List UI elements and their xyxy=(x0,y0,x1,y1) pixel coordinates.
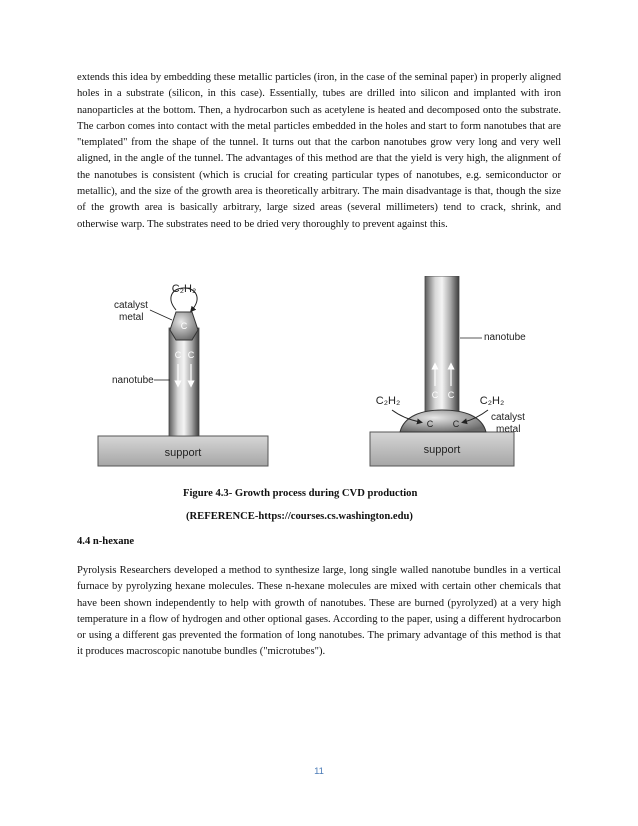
left-tip-growth-diagram xyxy=(98,283,268,466)
body-paragraph-hexane: Pyrolysis Researchers developed a method to synthesize large, long single walled nanotube bundles in a vertical furnace by pyrolyzing hexane molecules. These n-hexane molecules are mixed with certain other chemicals that have been shown independently to help with growth of nanotubes. These are burned (pyrolyzed) at a very high temperature in a flow of hydrogen and other optional gases. According to the paper, using a different hydrocarbon or using a different gas prevented the formation of long nanotubes. The primary advantage of this method is that it produces macroscopic nanotube bundles ("microtubes"). xyxy=(77,565,561,658)
left-catalyst-label-1: catalyst xyxy=(114,300,148,311)
right-carbon-1: C xyxy=(431,390,439,400)
figure-reference: (REFERENCE-https://courses.cs.washington.edu) xyxy=(186,511,413,522)
right-carbon-4: C xyxy=(452,419,460,429)
right-gas-right-label: C₂H₂ xyxy=(479,395,505,407)
page-number: 11 xyxy=(314,766,324,777)
figure-caption: Figure 4.3- Growth process during CVD production xyxy=(183,488,418,499)
cvd-growth-figure xyxy=(92,276,542,476)
right-carbon-3: C xyxy=(426,419,434,429)
body-paragraph-cvd: extends this idea by embedding these metallic particles (iron, in the case of the seminal paper) in properly aligned holes in a substrate (silicon, in this case). Essentially, tubes are drilled into silicon and implanted with iron nanoparticles at the bottom. Then, a hydrocarbon such as acetylene is heated and decomposed onto the substrate. The carbon comes into contact with the metal particles embedded in the holes and start to form nanotubes that are "templated" from the shape of the tunnel. It turns out that the carbon nanotubes grow very long and very well aligned, in the angle of the tunnel. The advantages of this method are that the yield is very high, the alignment of the nanotubes is consistent (which is crucial for creating particular types of nanotubes, e.g. semiconductor or metallic), and the size of the growth area is theoretically arbitrary. The main disadvantage is that, though the size of the growth area is basically arbitrary, large sized areas (several millimeters) tend to crack, shrink, and otherwise warp. The substrates need to be dried very thoroughly to prevent against this. xyxy=(77,72,561,230)
right-nanotube-label: nanotube xyxy=(484,332,526,343)
left-nanotube-label: nanotube xyxy=(112,375,154,386)
right-catalyst-particle xyxy=(400,410,486,432)
left-carbon-1: C xyxy=(180,321,188,331)
left-carbon-2: C xyxy=(174,350,182,360)
right-carbon-2: C xyxy=(447,390,455,400)
right-catalyst-label-1: catalyst xyxy=(491,412,525,423)
section-heading: 4.4 n-hexane xyxy=(77,536,135,547)
right-support-label: support xyxy=(423,444,461,456)
left-gas-label: C₂H₂ xyxy=(171,283,197,295)
left-nanotube xyxy=(169,328,199,436)
left-support-label: support xyxy=(164,447,202,459)
right-gas-left-label: C₂H₂ xyxy=(375,395,401,407)
right-catalyst-label-2: metal xyxy=(496,424,521,435)
right-base-growth-diagram xyxy=(370,276,526,466)
left-carbon-3: C xyxy=(187,350,195,360)
left-catalyst-label-2: metal xyxy=(119,312,144,323)
